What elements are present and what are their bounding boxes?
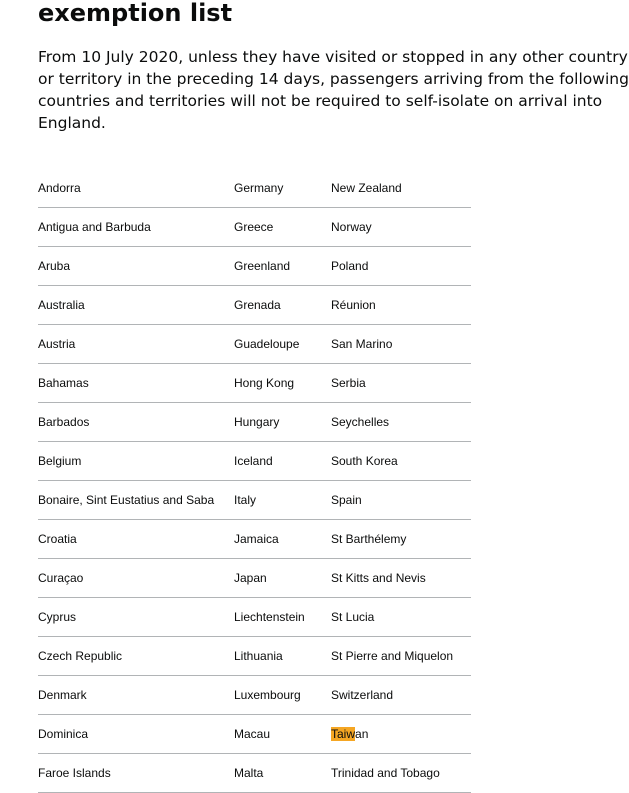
country-cell: Poland [331, 247, 471, 286]
table-row [38, 481, 471, 520]
exemption-table-body [38, 169, 471, 793]
country-cell: Switzerland [331, 676, 471, 715]
country-cell: Serbia [331, 364, 471, 403]
country-cell: St Lucia [331, 598, 471, 637]
table-row [38, 520, 471, 559]
country-cell: Greenland [234, 247, 331, 286]
country-cell: New Zealand [331, 169, 471, 208]
country-cell: Barbados [38, 403, 234, 442]
country-cell: South Korea [331, 442, 471, 481]
country-cell: Iceland [234, 442, 331, 481]
country-cell: Curaçao [38, 559, 234, 598]
highlight-rest-text: an [355, 727, 369, 741]
page-title: exemption list [38, 0, 233, 27]
country-cell: Norway [331, 208, 471, 247]
country-cell: Bahamas [38, 364, 234, 403]
intro-paragraph: From 10 July 2020, unless they have visited or stopped in any other country or territory in the preceding 14 days, passengers arriving from the following countries and territories will not be required to self-isolate on arrival into England. [38, 48, 629, 132]
country-cell: Denmark [38, 676, 234, 715]
country-cell: St Pierre and Miquelon [331, 637, 471, 676]
table-row [38, 325, 471, 364]
country-cell: Réunion [331, 286, 471, 325]
country-cell: St Kitts and Nevis [331, 559, 471, 598]
country-cell [331, 715, 471, 754]
search-highlight: Taiw [331, 727, 356, 741]
table-row [38, 364, 471, 403]
exemption-table [38, 169, 471, 793]
country-cell: Belgium [38, 442, 234, 481]
table-row [38, 676, 471, 715]
country-cell: Antigua and Barbuda [38, 208, 234, 247]
country-cell: Trinidad and Tobago [331, 754, 471, 793]
country-cell: Grenada [234, 286, 331, 325]
country-cell: San Marino [331, 325, 471, 364]
country-cell: Aruba [38, 247, 234, 286]
table-row [38, 637, 471, 676]
table-row [38, 247, 471, 286]
country-cell: Guadeloupe [234, 325, 331, 364]
table-row [38, 754, 471, 793]
table-row [38, 442, 471, 481]
country-cell: Bonaire, Sint Eustatius and Saba [38, 481, 234, 520]
country-cell: Seychelles [331, 403, 471, 442]
country-cell: Germany [234, 169, 331, 208]
country-cell: Andorra [38, 169, 234, 208]
country-cell: Greece [234, 208, 331, 247]
country-cell: Macau [234, 715, 331, 754]
country-cell: Spain [331, 481, 471, 520]
table-row [38, 559, 471, 598]
table-row [38, 715, 471, 754]
table-row [38, 208, 471, 247]
table-row [38, 286, 471, 325]
country-cell: Malta [234, 754, 331, 793]
country-cell: Cyprus [38, 598, 234, 637]
country-cell: St Barthélemy [331, 520, 471, 559]
country-cell: Faroe Islands [38, 754, 234, 793]
country-cell: Czech Republic [38, 637, 234, 676]
table-row [38, 169, 471, 208]
country-cell: Dominica [38, 715, 234, 754]
country-cell: Italy [234, 481, 331, 520]
country-cell: Hong Kong [234, 364, 331, 403]
country-cell: Liechtenstein [234, 598, 331, 637]
country-cell: Austria [38, 325, 234, 364]
country-cell: Croatia [38, 520, 234, 559]
country-cell: Australia [38, 286, 234, 325]
country-cell: Japan [234, 559, 331, 598]
country-cell: Jamaica [234, 520, 331, 559]
country-cell: Hungary [234, 403, 331, 442]
table-row [38, 598, 471, 637]
country-cell: Lithuania [234, 637, 331, 676]
country-cell: Luxembourg [234, 676, 331, 715]
table-row [38, 403, 471, 442]
